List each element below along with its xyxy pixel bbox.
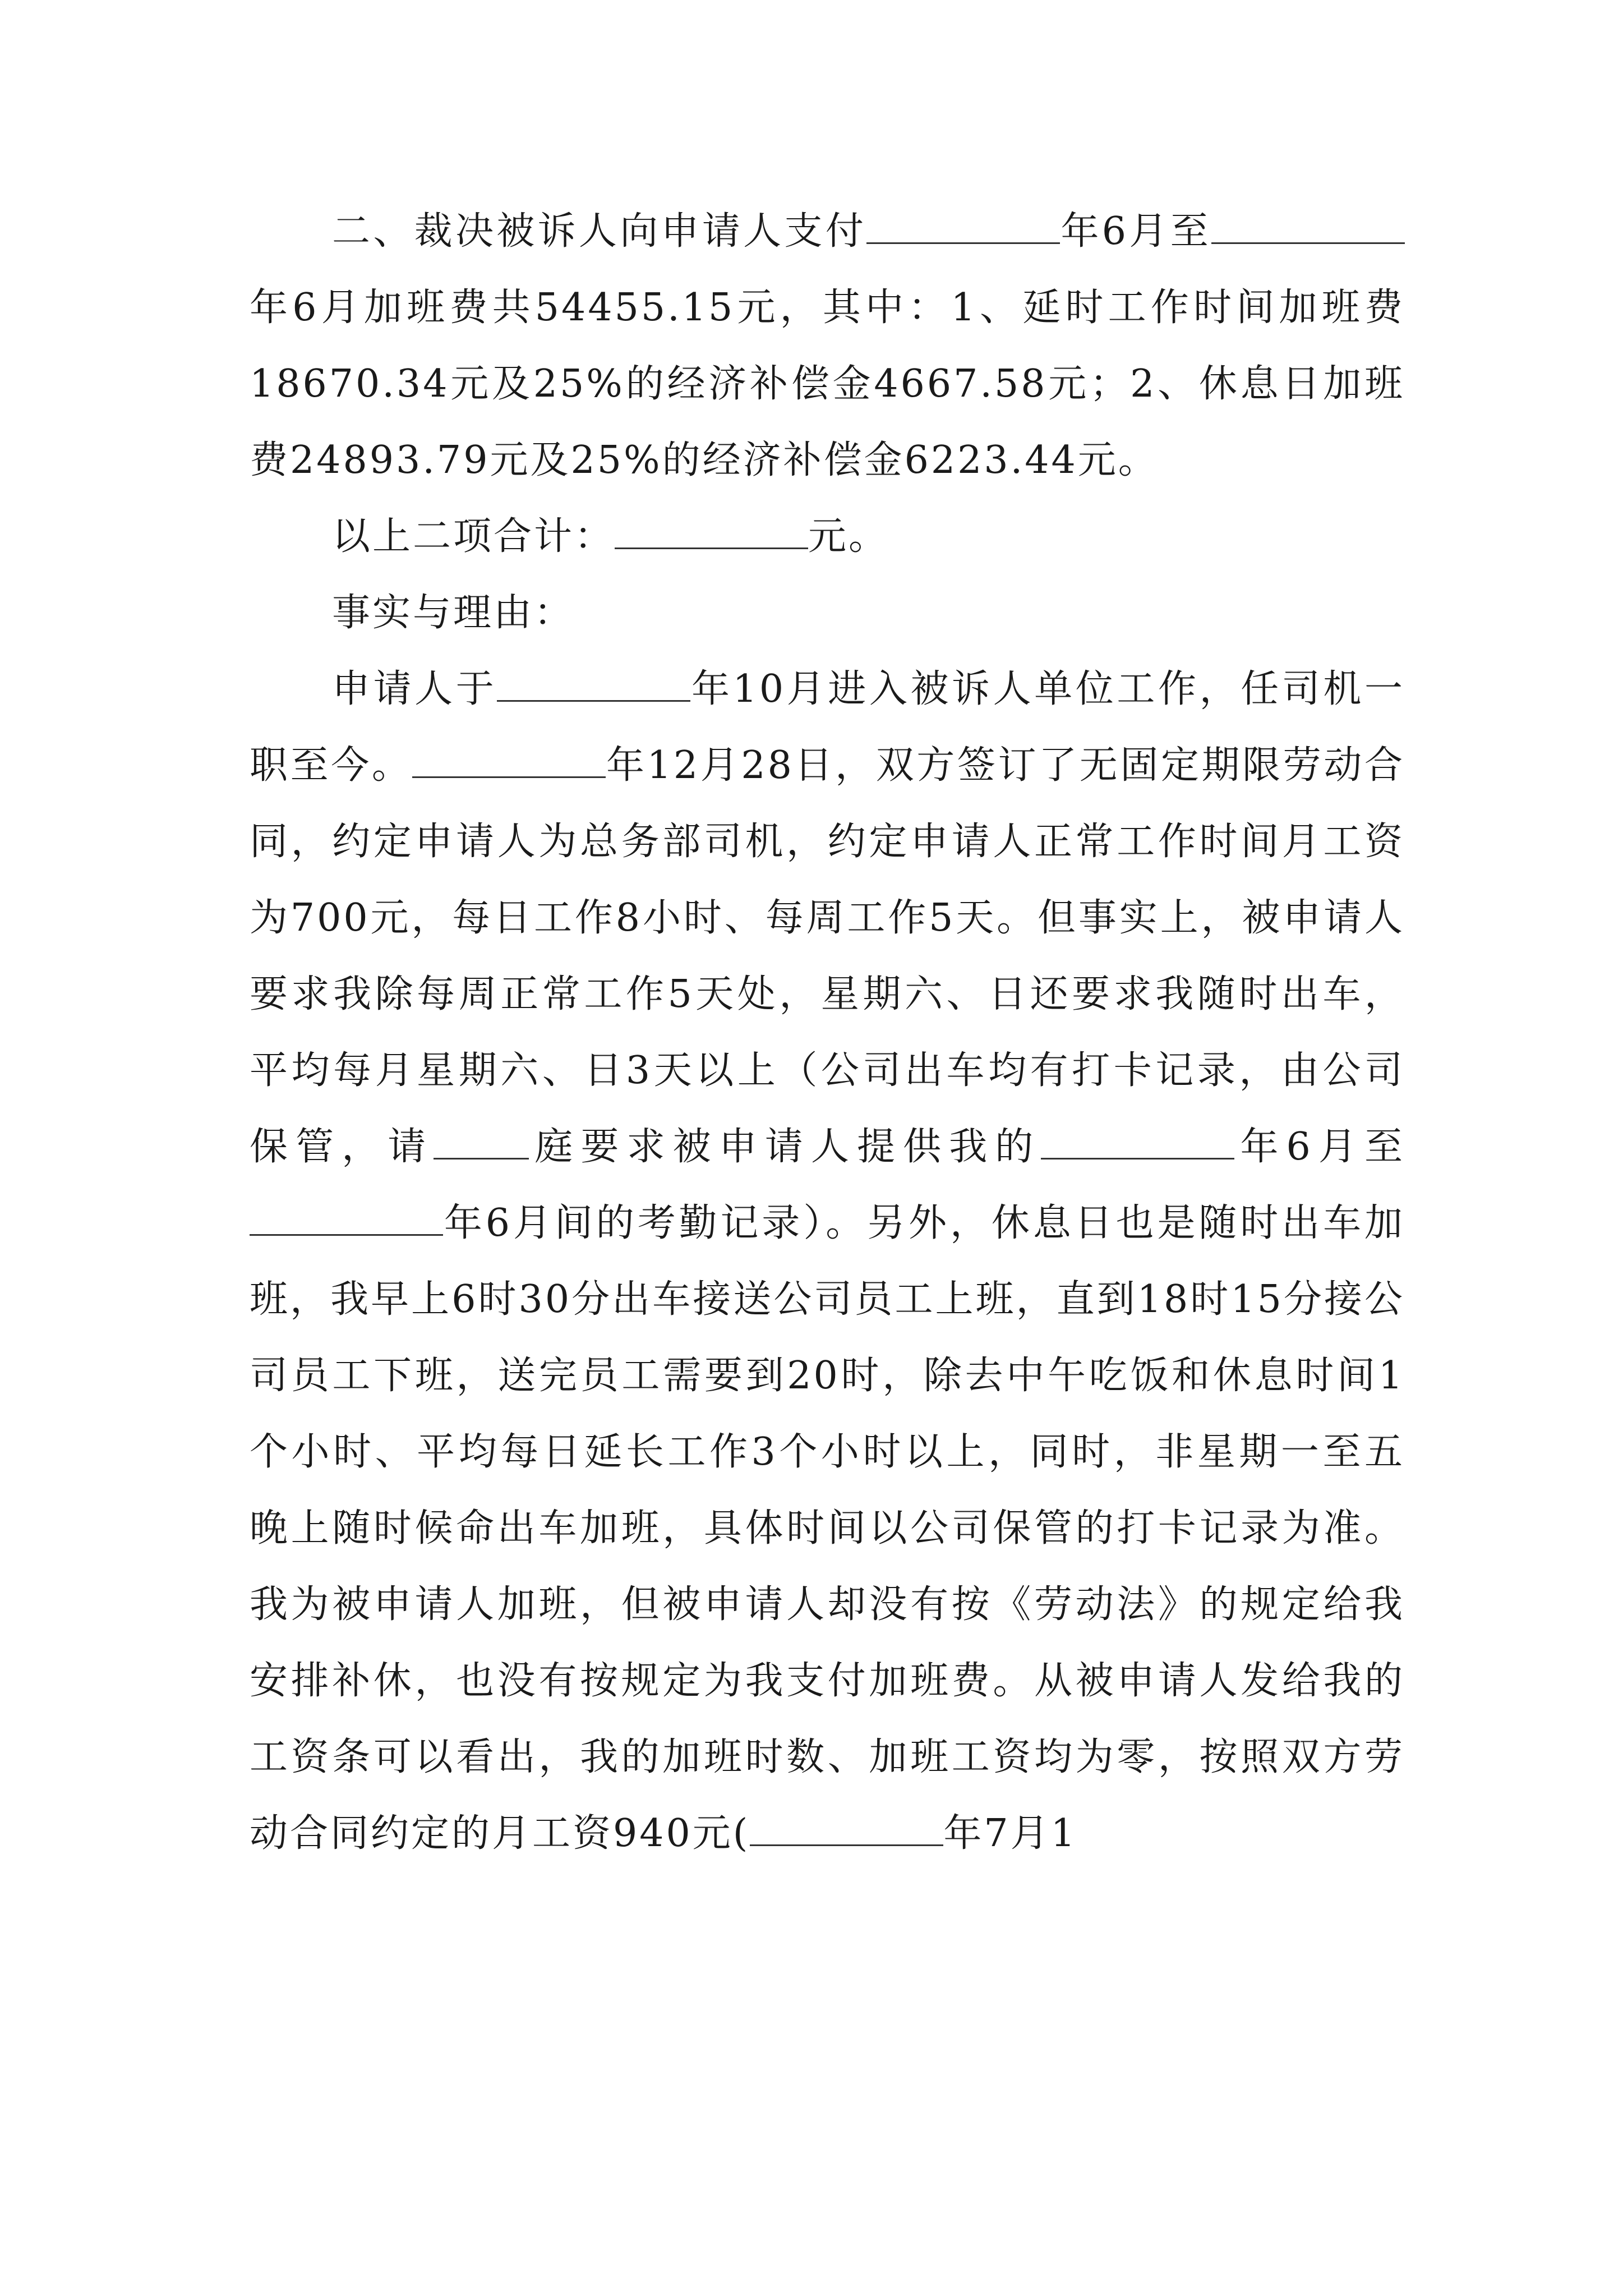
paragraph-facts-heading [250, 575, 1405, 651]
text-run: 元。 [808, 514, 889, 559]
blank-fill-line [1211, 209, 1405, 244]
text-run: 庭要求被申请人提供我的 [529, 1125, 1041, 1169]
text-run: 以上二项合计： [332, 514, 615, 559]
blank-fill-line [866, 209, 1060, 244]
text-run: 年6月加班费共54455.15元，其中：1、延时工作时间加班费18670.34元及25%的经济补偿金4667.58元；2、休息日加班费24893.79元及25%的经济补偿金6223.44元。 [250, 286, 1405, 482]
paragraph-total [250, 499, 1405, 575]
paragraph-facts-body [250, 651, 1405, 1872]
text-run: 二、裁决被诉人向申请人支付 [332, 209, 867, 254]
paragraph-claim-two [250, 194, 1405, 499]
text-run: 年6月至 [1234, 1125, 1405, 1169]
document-page [250, 194, 1405, 1872]
text-run: 年12月28日，双方签订了无固定期限劳动合同，约定申请人为总务部司机，约定申请人正常工作时间月工资为700元，每日工作8小时、每周工作5天。但事实上，被申请人要求我除每周正常工作5天处，星期六、日还要求我随时出车，平均每月星期六、日3天以上（公司出车均有打卡记录，由公司保管，请 [250, 743, 1405, 1169]
blank-fill-line [750, 1811, 943, 1846]
blank-fill-line [434, 1124, 529, 1159]
text-run: 年10月进入被诉人单位工作，任司机一职至今。 [250, 667, 1405, 788]
blank-fill-line [497, 666, 690, 702]
section-heading: 事实与理由： [332, 591, 575, 635]
text-run: 年7月1 [943, 1811, 1077, 1856]
text-run: 申请人于 [332, 667, 497, 711]
text-run: 年6月至 [1060, 209, 1211, 254]
blank-fill-line [412, 743, 606, 778]
text-run: 年6月间的考勤记录）。另外，休息日也是随时出车加班，我早上6时30分出车接送公司员工上班，直到18时15分接公司员工下班，送完员工需要到20时，除去中午吃饭和休息时间1个小时、平均每日延长工作3个小时以上，同时，非星期一至五晚上随时候命出车加班，具体时间以公司保管的打卡记录为准。我为被申请人加班，但被申请人却没有按《劳动法》的规定给我安排补休，也没有按规定为我支付加班费。从被申请人发给我的工资条可以看出，我的加班时数、加班工资均为零，按照双方劳动合同约定的月工资940元( [250, 1201, 1405, 1856]
blank-fill-line [1041, 1124, 1234, 1159]
blank-fill-line [250, 1200, 443, 1236]
blank-fill-line [615, 514, 808, 549]
